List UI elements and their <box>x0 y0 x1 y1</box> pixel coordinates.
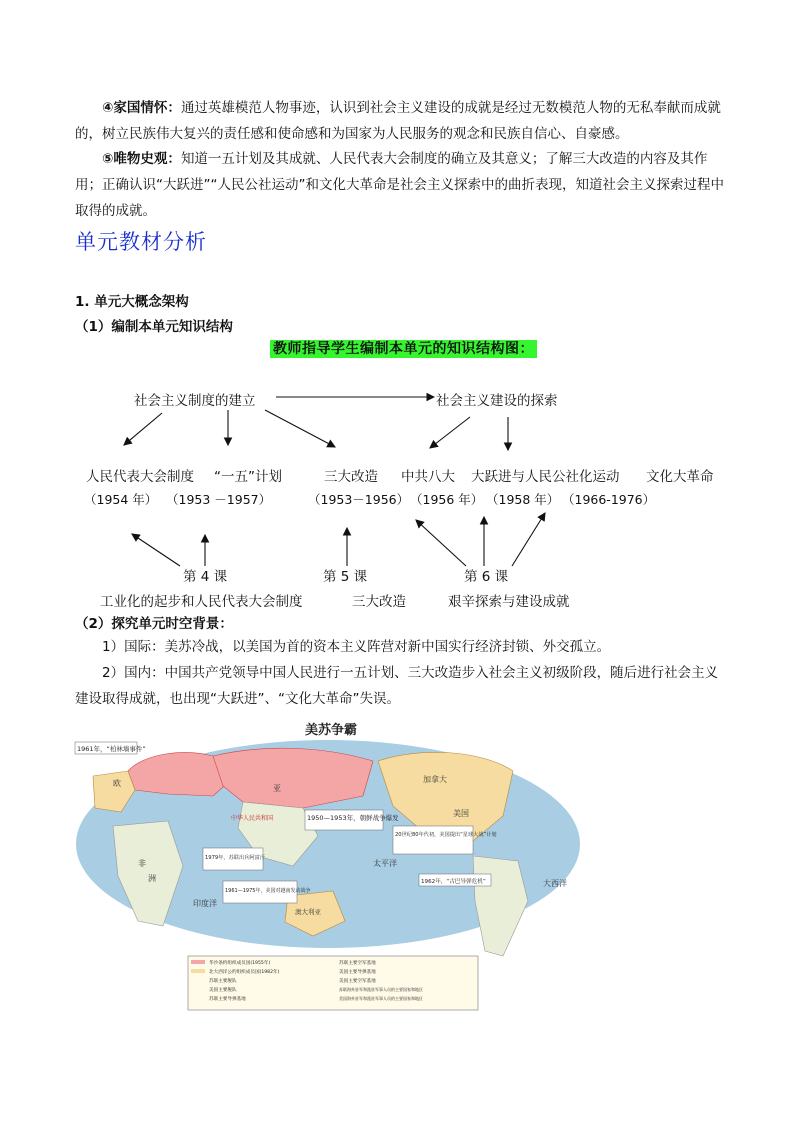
section-title: 单元教材分析 <box>75 230 207 254</box>
year-1966-1976: （1966-1976） <box>562 492 656 507</box>
node-three-reforms: 三大改造 <box>324 469 378 485</box>
node-cultural-revolution: 文化大革命 <box>646 469 714 485</box>
lesson-4-title: 工业化的起步和人民代表大会制度 <box>100 594 303 610</box>
callout-star-wars: 20世纪80年代初，美国提出“星球大战”计划 <box>395 832 497 838</box>
lesson-5-title: 三大改造 <box>352 594 406 610</box>
background-international: 1）国际：美苏冷战，以美国为首的资本主义阵营对新中国实行经济封锁、外交孤立。 <box>102 639 611 655</box>
legend-soviet-fleet: 苏联主要舰队 <box>209 979 237 984</box>
label-australia: 澳大利亚 <box>295 908 321 916</box>
legend-soviet-air: 苏联主要空军基地 <box>339 961 376 966</box>
legend-warsaw: 华沙条约组织成员国(1955年) <box>209 961 271 966</box>
subheading-knowledge-structure: （1）编制本单元知识结构 <box>75 319 233 335</box>
objective-label: ⑤唯物史观： <box>102 151 181 167</box>
legend-soviet-overseas: 苏联海外驻军和派驻军事人员的主要国家和地区 <box>339 987 423 992</box>
callout-korea: 1950—1953年，朝鲜战争爆发 <box>307 814 399 822</box>
subheading-background: （2）探究单元时空背景： <box>75 616 233 632</box>
label-usa: 美国 <box>453 809 469 818</box>
legend-us-missile: 美国主要导弹基地 <box>339 970 376 975</box>
cold-war-map <box>73 716 583 1012</box>
legend-soviet-missile: 苏联主要导弹基地 <box>209 997 246 1002</box>
label-prc: 中华人民共和国 <box>231 815 274 822</box>
lesson-6-title: 艰辛探索与建设成就 <box>448 594 570 610</box>
legend-nato: 北大西洋公约组织成员国(1982年) <box>209 970 280 975</box>
arrow-to-peoples-congress <box>124 413 162 445</box>
node-five-year-plan: “一五”计划 <box>214 469 282 485</box>
label-europe: 欧 <box>113 779 121 788</box>
node-socialist-exploration: 社会主义建设的探索 <box>436 393 558 409</box>
label-atlantic: 大西洋 <box>543 879 567 888</box>
arrow-lesson6-c <box>512 513 545 566</box>
callout-afghanistan: 1979年，苏联出兵阿富汗 <box>205 855 265 861</box>
label-continent: 洲 <box>148 874 156 883</box>
objective-text: 通过英雄模范人物事迹，认识到社会主义建设的成就是经过无数模范人物的无私奉献而成就的，树立民族伟大复兴的责任感和使命感和为国家为人民服务的观念和民族自信心、自豪感。 <box>75 100 721 142</box>
lesson-5: 第 5 课 <box>323 569 368 585</box>
legend-us-fleet: 美国主要舰队 <box>209 988 237 993</box>
legend-us-overseas: 美国海外驻军和派驻军事人员的主要国家和地区 <box>339 996 423 1001</box>
year-1958: （1958 年） <box>486 492 560 507</box>
year-1956: （1956 年） <box>410 492 484 507</box>
lesson-4: 第 4 课 <box>183 569 228 585</box>
label-pacific: 太平洋 <box>373 859 397 868</box>
legend-us-air: 美国主要空军基地 <box>339 979 376 984</box>
node-eighth-congress: 中共八大 <box>401 469 455 485</box>
callout-berlin: 1961年，“柏林墙事件” <box>77 745 146 753</box>
label-africa: 非 <box>138 859 146 868</box>
year-1953-1957: （1953 －1957） <box>166 492 272 507</box>
node-socialist-system: 社会主义制度的建立 <box>134 393 256 409</box>
callout-vietnam: 1961—1975年，美国对越南发动战争 <box>225 888 311 894</box>
arrow-lesson6-a <box>416 520 466 566</box>
map-graphic <box>73 716 583 1012</box>
subheading-concept: 1. 单元大概念架构 <box>75 294 189 310</box>
banner-text: 教师指导学生编制本单元的知识结构图： <box>270 340 537 358</box>
arrow-to-eighth-congress <box>430 417 470 448</box>
objective-label: ④家国情怀： <box>102 100 181 116</box>
node-great-leap: 大跃进与人民公社化运动 <box>471 469 620 485</box>
lesson-6: 第 6 课 <box>464 569 509 585</box>
label-canada: 加拿大 <box>423 775 447 784</box>
label-indian-ocean: 印度洋 <box>193 899 217 908</box>
node-peoples-congress: 人民代表大会制度 <box>86 469 194 485</box>
label-asia: 亚 <box>273 784 281 793</box>
arrow-to-three-reforms <box>265 410 335 447</box>
year-1953-1956: （1953－1956） <box>308 492 410 507</box>
background-domestic: 2）国内：中国共产党领导中国人民进行一五计划、三大改造步入社会主义初级阶段，随后进行社会主义建设取得成就，也出现“大跃进”、“文化大革命”失误。 <box>75 665 719 707</box>
arrow-lesson4-a <box>132 534 180 566</box>
callout-cuba: 1962年，“古巴导弹危机” <box>421 879 486 885</box>
year-1954: （1954 年） <box>84 492 158 507</box>
map-title: 美苏争霸 <box>305 723 358 738</box>
objective-text: 知道一五计划及其成就、人民代表大会制度的确立及其意义；了解三大改造的内容及其作用；正确认识“大跃进”“人民公社运动”和文化大革命是社会主义探索中的曲折表现，知道社会主义探索过程中取得的成就。 <box>75 151 724 219</box>
